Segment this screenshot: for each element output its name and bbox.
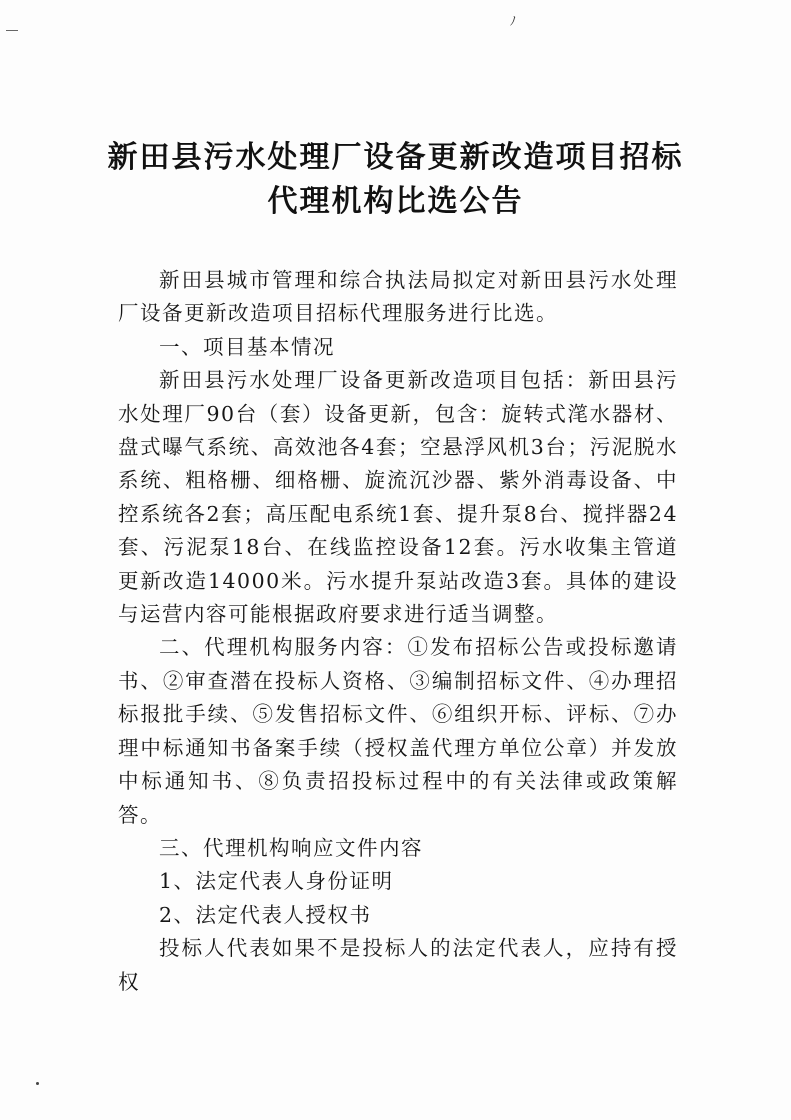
document-body xyxy=(118,264,678,999)
document-title-line-2: 代理机构比选公告 xyxy=(267,184,524,219)
scan-corner-mark xyxy=(6,30,18,31)
section-1-heading: 一、项目基本情况 xyxy=(159,334,335,359)
document-title-line-1: 新田县污水处理厂设备更新改造项目招标 xyxy=(107,140,684,175)
scan-speck: ﾉ xyxy=(510,14,517,28)
list-item-2: 2、法定代表人授权书 xyxy=(159,902,372,927)
scan-dot xyxy=(36,1082,39,1085)
section-3-heading: 三、代理机构响应文件内容 xyxy=(159,835,423,860)
section-1-paragraph: 新田县污水处理厂设备更新改造项目包括：新田县污水处理厂90台（套）设备更新，包含：旋转式滗水器材、盘式曝气系统、高效池各4套；空悬浮风机3台；污泥脱水系统、粗格栅、细格栅、旋流沉沙器、紫外消毒设备、中控系统各2套；高压配电系统1套、提升泵8台、搅拌器24套、污泥泵18台、在线监控设备12套。污水收集主管道更新改造14000米。污水提升泵站改造3套。具体的建设与运营内容可能根据政府要求进行适当调整。 xyxy=(118,368,678,627)
item-2-paragraph: 投标人代表如果不是投标人的法定代表人，应持有授权 xyxy=(118,936,678,994)
section-2-paragraph: 二、代理机构服务内容：①发布招标公告或投标邀请书、②审查潜在投标人资格、③编制招标文件、④办理招标报批手续、⑤发售招标文件、⑥组织开标、评标、⑦办理中标通知书备案手续（授权盖代理方单位公章）并发放中标通知书、⑧负责招投标过程中的有关法律或政策解答。 xyxy=(118,635,678,827)
intro-paragraph: 新田县城市管理和综合执法局拟定对新田县污水处理厂设备更新改造项目招标代理服务进行比选。 xyxy=(118,268,678,326)
list-item-1: 1、法定代表人身份证明 xyxy=(159,869,394,894)
